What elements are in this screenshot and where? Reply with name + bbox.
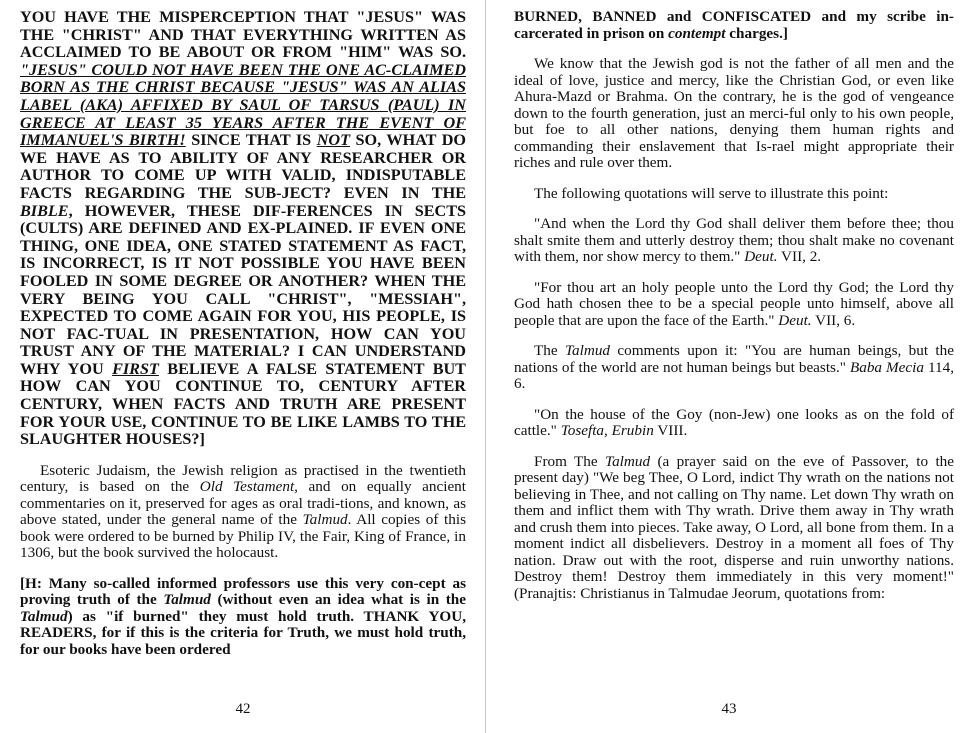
- talmud-comment: [514, 343, 954, 393]
- text-run: VIII.: [653, 422, 688, 439]
- italic-text: Deut.: [744, 248, 778, 265]
- right-page: [486, 0, 972, 733]
- italic-text: Talmud: [163, 591, 211, 609]
- text-run: SO, WHAT DO WE HAVE AS TO ABILITY OF ANY RESEARCHER OR AUTHOR TO COME UP WITH VALID, INDISPUTABLE FACTS REGARDING THE SUB-JECT? EVEN IN THE: [20, 131, 467, 202]
- right-paragraph-1: We know that the Jewish god is not the father of all men and the ideal of love, justice and mercy, like the Christian God, or even like Ahura-Mazd or Brahma. On the contrary, he is the god of vengeance down to the fourth generation, just an merci-ful only to his own people, but foe to all other nations, denying them human rights and commanding their enslavement that Is-rael might appropriate their riches and rule over them.: [514, 55, 954, 171]
- left-bold-paragraph: [20, 576, 466, 659]
- text-run: 114, 6.: [514, 358, 954, 392]
- page-number: 42: [235, 701, 251, 717]
- text-run: YOU HAVE THE MISPERCEPTION THAT "JESUS" WAS THE "CHRIST" AND THAT EVERYTHING WRITTEN AS ACCLAIMED TO BE ABOUT OR FROM "HIM" WAS SO.: [20, 8, 466, 62]
- text-run: comments upon it: "You are human beings, but the nations of the world are not human beings but beasts.": [514, 342, 954, 376]
- underlined-italic-text: NOT: [316, 131, 350, 150]
- right-bold-paragraph: [514, 9, 954, 42]
- underlined-italic-text: FIRST: [112, 359, 159, 378]
- text-run: "And when the Lord thy God shall deliver them before thee; thou shalt smite them and utterly destroy them; thou shalt make no covenant with them, nor show mercy to them.": [514, 215, 954, 265]
- italic-text: Old Testament: [199, 478, 295, 496]
- italic-text: Talmud: [605, 452, 651, 470]
- text-run: From The: [534, 452, 606, 470]
- text-run: SINCE THAT IS: [185, 131, 317, 150]
- tosefta-quote: [514, 407, 954, 440]
- text-run: VII, 6.: [811, 311, 856, 329]
- italic-text: Tosefta, Erubin: [560, 422, 654, 439]
- left-body-paragraph: [20, 463, 466, 562]
- left-caps-paragraph: [20, 9, 466, 449]
- italic-text: Deut.: [778, 311, 812, 329]
- italic-text: BIBLE: [20, 201, 69, 220]
- text-run: The: [534, 342, 565, 359]
- italic-text: Baba Mecia: [849, 358, 924, 376]
- text-run: "For thou art an holy people unto the Lord thy God; the Lord thy God hath chosen thee to be a special people unto himself, above all people that are upon the face of the Earth.": [514, 278, 954, 329]
- text-run: [H: Many so-called informed professors use this very con-cept as proving truth of the: [20, 574, 466, 609]
- text-run: ) as "if burned" they must hold truth. THANK YOU, READERS, for if this is the criteria for Truth, we must hold truth, for our books have been ordered: [20, 607, 466, 658]
- text-run: (without even an idea what is in the: [210, 591, 466, 609]
- page-number: 43: [721, 701, 737, 717]
- passover-prayer: [514, 454, 954, 603]
- text-run: (a prayer said on the eve of Passover, to the present day) "We beg Thee, O Lord, indict Thy wrath on the nations not believing in Thee, and not calling on Thy name. Let down Thy wrath on them and inflict them with Thy wrath. Drive them away in Thy wrath and crush them into pieces. Take away, O Lord, all bone from them. In a moment indict all disbelievers. Destroy in a moment all foes of Thy nation. Draw out with the root, disperse and ruin unworthy nations. Destroy them! Destroy them immediately in this very moment!" (Pranajtis: Christianus in Talmudae Jeorum, quotations from:: [514, 452, 954, 602]
- text-run: VII, 2.: [777, 248, 822, 265]
- italic-text: Talmud: [302, 511, 348, 529]
- text-run: . All copies of this book were ordered to be burned by Philip IV, the Fair, King of France, in 1306, but the book survived the holocaust.: [20, 511, 466, 562]
- text-run: , and on equally ancient commentaries on it, preserved for ages as oral tradi-tions, and known, as above stated, under the general name of the: [20, 478, 466, 529]
- text-run: "On the house of the Goy (non-Jew) one looks as on the fold of cattle.": [514, 405, 954, 439]
- text-run: BELIEVE A FALSE STATEMENT BUT HOW CAN YOU CONTINUE TO, CENTURY AFTER CENTURY, WHEN FACTS AND TRUTH ARE PRESENT FOR YOUR USE, CONTINUE TO BE LIKE LAMBS TO THE SLAUGHTER HOUSES?]: [20, 359, 466, 449]
- text-run: BURNED, BANNED and CONFISCATED and my scribe in-carcerated in prison on: [514, 8, 954, 42]
- text-run: , HOWEVER, THESE DIF-FERENCES IN SECTS (CULTS) ARE DEFINED AND EX-PLAINED. IF EVEN ONE THING, ONE IDEA, ONE STATED STATEMENT AS FACT, IS INCORRECT, IS IT NOT POSSIBLE YOU HAVE BEEN FOOLED IN SOME DEGREE OR ANOTHER? WHEN THE VERY BEING YOU CALL "CHRIST", "MESSIAH", EXPECTED TO COME AGAIN FOR YOU, HIS PEOPLE, IS NOT FAC-TUAL IN PRESENTATION, HOW CAN YOU TRUST ANY OF THE MATERIAL? I CAN UNDERSTAND WHY YOU: [20, 201, 466, 378]
- text-run: Esoteric Judaism, the Jewish religion as practised in the twentieth century, is based on the: [20, 461, 466, 496]
- quote-deut-7-6: [514, 280, 954, 330]
- right-paragraph-2: The following quotations will serve to illustrate this point:: [534, 184, 889, 202]
- underlined-italic-text: "JESUS" COULD NOT HAVE BEEN THE ONE AC-CLAIMED BORN AS THE CHRIST BECAUSE "JESUS" WAS AN ALIAS LABEL (AKA) AFFIXED BY SAUL OF TARSUS (PAUL) IN GREECE AT LEAST 35 YEARS AFTER THE EVENT OF IMMANUEL'S BIRTH!: [20, 60, 466, 150]
- italic-text: Talmud: [20, 607, 68, 625]
- quote-deut-7-2: [514, 216, 954, 266]
- italic-text: contempt: [668, 24, 726, 42]
- italic-text: Talmud: [565, 342, 611, 359]
- text-run: charges.]: [725, 24, 788, 42]
